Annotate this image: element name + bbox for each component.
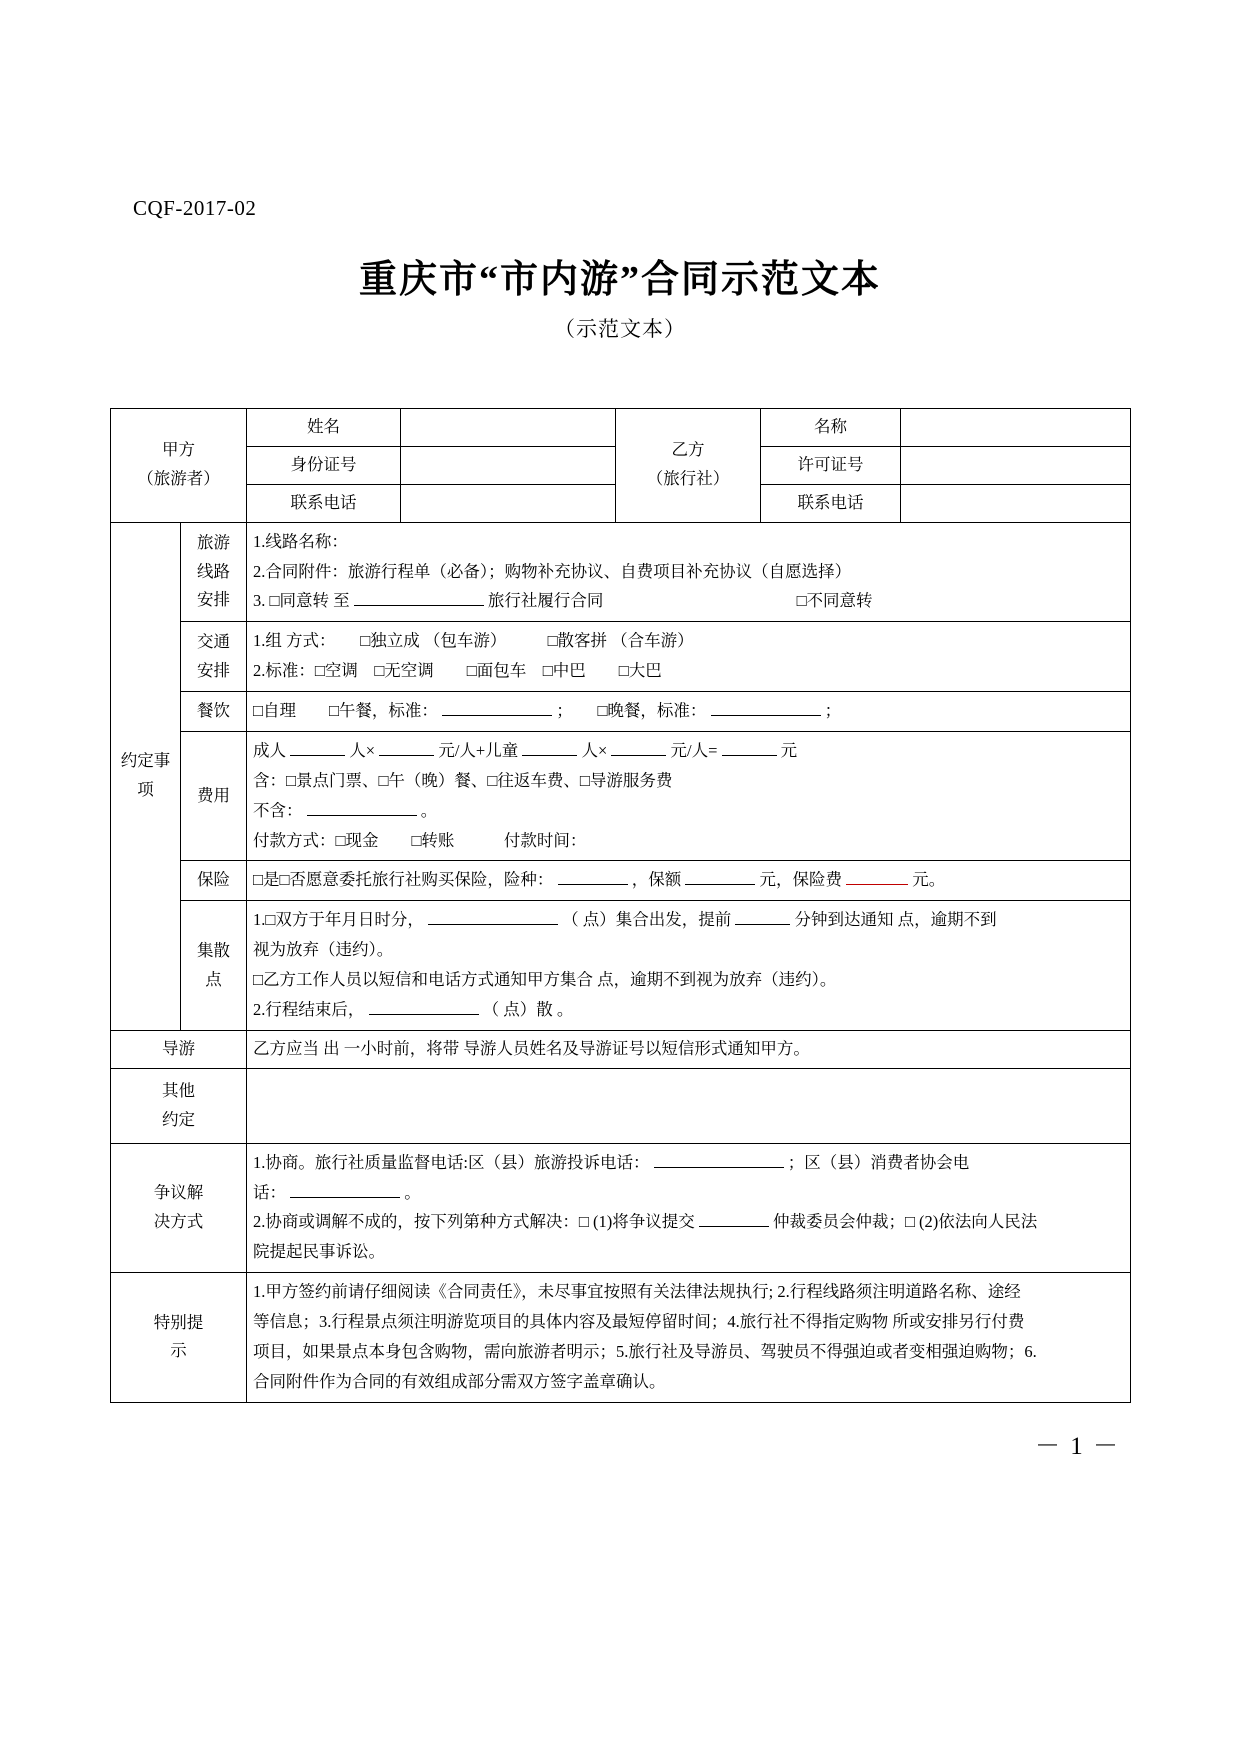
table-row — [111, 731, 1131, 861]
page-subtitle: （示范文本） — [554, 317, 686, 341]
row-label-meeting-line1: 集散 — [197, 940, 230, 960]
field-label-name-a: 姓名 — [247, 409, 401, 447]
fees-text-c: 元/人+儿童 — [438, 740, 519, 760]
row-label-transport — [181, 622, 247, 692]
page-number: － 1 － — [1034, 1433, 1120, 1460]
row-label-meals: 餐饮 — [181, 692, 247, 732]
row-label-notice-line2: 示 — [170, 1341, 187, 1361]
field-value-id-a[interactable] — [401, 446, 616, 484]
row-content-guide: 乙方应当 出 一小时前，将带 导游人员姓名及导游证号以短信形式通知甲方。 — [247, 1030, 1131, 1068]
row-content-meeting — [247, 901, 1131, 1031]
route-transfer-disagree-text[interactable]: □不同意转 — [796, 591, 873, 611]
page-title: 重庆市“市内游”合同示范文本 — [358, 259, 881, 301]
row-content-transport — [247, 622, 1131, 692]
agreed-items-label — [111, 522, 181, 1030]
meeting-text-b: （ 点）集合出发，提前 — [562, 910, 732, 930]
field-label-id-a: 身份证号 — [247, 446, 401, 484]
transport-line-1[interactable]: 1.组 方式： □独立成 （包车游） □散客拼 （合车游） — [253, 631, 694, 651]
row-label-route-line2: 线路 — [197, 561, 230, 581]
meals-line-1 — [253, 697, 1124, 726]
row-label-route-line3: 安排 — [197, 590, 230, 610]
meals-text-a[interactable]: □自理 □午餐，标准： — [253, 701, 438, 720]
fees-text-f: 元 — [780, 740, 798, 760]
table-row — [111, 1273, 1131, 1403]
table-row — [111, 692, 1131, 732]
row-label-guide: 导游 — [111, 1030, 247, 1068]
meals-text-b[interactable]: ； □晚餐，标准： — [556, 701, 707, 720]
fees-exclude-label: 不含： — [253, 800, 303, 820]
meals-text-c: ； — [824, 701, 842, 720]
party-b-label — [616, 409, 761, 523]
dispute-text-c: 话： — [253, 1182, 286, 1202]
fees-exclude-blank[interactable] — [307, 815, 417, 816]
row-label-transport-line2: 安排 — [197, 660, 230, 680]
fees-text-d: 人× — [581, 740, 608, 760]
row-label-other-line1: 其他 — [162, 1080, 195, 1100]
row-label-transport-line1: 交通 — [197, 631, 230, 651]
row-label-dispute-line1: 争议解 — [153, 1183, 204, 1202]
table-row — [111, 1030, 1131, 1068]
party-b-label-line1: 乙方 — [671, 440, 705, 460]
dispute-text-a: 1.协商。旅行社质量监督电话:区（县）旅游投诉电话： — [253, 1152, 650, 1172]
row-label-meeting-line2: 点 — [205, 969, 222, 989]
field-value-license-b[interactable] — [901, 446, 1131, 484]
insurance-text-a[interactable]: □是□否愿意委托旅行社购买保险，险种： — [253, 870, 554, 890]
row-content-dispute — [247, 1143, 1131, 1273]
fees-line-1 — [253, 737, 1124, 766]
field-label-phone-a: 联系电话 — [247, 484, 401, 522]
meeting-line-4 — [253, 996, 1124, 1025]
row-label-route — [181, 522, 247, 622]
row-label-dispute — [111, 1143, 247, 1273]
field-value-name-b[interactable] — [901, 409, 1131, 447]
row-content-insurance — [247, 861, 1131, 901]
row-label-other-line2: 约定 — [162, 1109, 195, 1129]
route-line-1: 1.线路名称： — [253, 531, 348, 551]
insurance-text-b: ，保额 — [631, 870, 682, 890]
dispute-text-d: 。 — [404, 1182, 421, 1202]
dispute-text-b: ；区（县）消费者协会电 — [787, 1152, 970, 1172]
party-a-label-line2: （旅游者） — [137, 469, 220, 489]
fees-line-2[interactable]: 含：□景点门票、□午（晚）餐、□往返车费、□导游服务费 — [253, 770, 673, 790]
row-label-notice-line1: 特别提 — [153, 1312, 204, 1332]
table-row — [111, 1068, 1131, 1143]
field-label-license-b: 许可证号 — [761, 446, 901, 484]
meeting-minutes-blank[interactable] — [735, 924, 790, 925]
meeting-line-2: 视为放弃（违约）。 — [253, 940, 394, 960]
insurance-text-c: 元，保险费 — [759, 870, 842, 890]
route-line-2: 2.合同附件：旅游行程单（必备）；购物补充协议、自费项目补充协议（自愿选择） — [253, 561, 852, 581]
transport-line-2[interactable]: 2.标准：□空调 □无空调 □面包车 □中巴 □大巴 — [253, 661, 662, 681]
fees-line-3 — [253, 797, 1124, 826]
adult-price-blank[interactable] — [379, 755, 434, 756]
dispute-line-2 — [253, 1179, 1124, 1208]
notice-line-1: 1.甲方签约前请仔细阅读《合同责任》，未尽事宜按照有关法律法规执行; 2.行程线路须注明道路名称、途经 — [253, 1282, 1021, 1302]
child-count-blank[interactable] — [522, 755, 577, 756]
lunch-standard-blank[interactable] — [442, 715, 552, 716]
field-value-name-a[interactable] — [401, 409, 616, 447]
tourism-complaint-phone-blank[interactable] — [654, 1167, 784, 1168]
meeting-end-place-blank[interactable] — [369, 1014, 479, 1015]
party-b-label-line2: （旅行社） — [646, 469, 730, 489]
document-code: CQF-2017-02 — [133, 196, 257, 220]
table-row — [111, 1143, 1131, 1273]
row-content-other[interactable] — [247, 1068, 1131, 1143]
row-label-meeting — [181, 901, 247, 1031]
dispute-text-e[interactable]: 2.协商或调解不成的，按下列第种方式解决：□ (1)将争议提交 — [253, 1212, 695, 1232]
row-label-fees: 费用 — [181, 731, 247, 861]
row-content-route — [247, 522, 1131, 622]
fees-text-b: 人× — [349, 740, 376, 760]
consumer-association-phone-blank[interactable] — [290, 1197, 400, 1198]
notice-line-4: 合同附件作为合同的有效组成部分需双方签字盖章确认。 — [253, 1371, 666, 1391]
row-content-fees — [247, 731, 1131, 861]
notice-line-3: 项目，如果景点本身包含购物，需向旅游者明示；5.旅行社及导游员、驾驶员不得强迫或者变相强迫购物；6. — [253, 1341, 1037, 1361]
table-row — [111, 409, 1131, 447]
fees-total-blank[interactable] — [722, 755, 777, 756]
arbitration-committee-blank[interactable] — [699, 1226, 769, 1227]
party-a-label — [111, 409, 247, 523]
route-line-3 — [253, 587, 1124, 616]
field-label-phone-b: 联系电话 — [761, 484, 901, 522]
dispute-text-f[interactable]: 仲裁委员会仲裁；□ (2)依法向人民法 — [772, 1212, 1038, 1232]
dispute-line-4: 院提起民事诉讼。 — [253, 1242, 385, 1262]
route-transfer-agency-blank[interactable] — [354, 605, 484, 606]
adult-count-blank[interactable] — [290, 755, 345, 756]
row-label-dispute-line2: 决方式 — [153, 1211, 204, 1231]
meeting-text-a[interactable]: 1.□双方于年月日时分， — [253, 910, 424, 930]
meeting-place-blank[interactable] — [428, 924, 558, 925]
insurance-amount-blank[interactable] — [685, 884, 755, 885]
row-label-route-line1: 旅游 — [197, 532, 230, 552]
dispute-line-1 — [253, 1149, 1124, 1178]
route-transfer-suffix: 旅行社履行合同 — [487, 591, 604, 611]
row-content-notice — [247, 1273, 1131, 1403]
meeting-end-text-b: （ 点）散 。 — [482, 999, 574, 1019]
row-label-insurance: 保险 — [181, 861, 247, 901]
table-row — [111, 622, 1131, 692]
agreed-items-label-text: 约定事项 — [120, 751, 171, 800]
dinner-standard-blank[interactable] — [711, 715, 821, 716]
insurance-line-1 — [253, 866, 1124, 895]
table-row — [111, 901, 1131, 1031]
insurance-type-blank[interactable] — [558, 884, 628, 885]
party-a-label-line1: 甲方 — [162, 440, 195, 460]
table-row — [111, 522, 1131, 622]
child-price-blank[interactable] — [611, 755, 666, 756]
field-value-phone-b[interactable] — [901, 484, 1131, 522]
insurance-text-d: 元。 — [912, 870, 946, 890]
meeting-text-c: 分钟到达通知 点，逾期不到 — [794, 910, 997, 930]
fees-line-4[interactable]: 付款方式：□现金 □转账 付款时间： — [253, 830, 587, 850]
field-value-phone-a[interactable] — [401, 484, 616, 522]
row-content-meals — [247, 692, 1131, 732]
route-transfer-agree-text: 3. □同意转 至 — [253, 591, 350, 611]
table-row — [111, 861, 1131, 901]
fees-text-e: 元/人= — [670, 740, 718, 760]
fees-adult-label: 成人 — [253, 740, 286, 760]
row-label-notice — [111, 1273, 247, 1403]
field-label-name-b: 名称 — [761, 409, 901, 447]
meeting-end-text-a: 2.行程结束后， — [253, 999, 365, 1019]
meeting-line-1 — [253, 906, 1124, 935]
row-label-other — [111, 1068, 247, 1143]
contract-table — [110, 408, 1131, 1403]
notice-line-2: 等信息；3.行程景点须注明游览项目的具体内容及最短停留时间；4.旅行社不得指定购物 所或安排另行付费 — [253, 1312, 1025, 1331]
dispute-line-3 — [253, 1208, 1124, 1237]
insurance-premium-blank[interactable] — [846, 884, 908, 885]
meeting-line-3[interactable]: □乙方工作人员以短信和电话方式通知甲方集合 点，逾期不到视为放弃（违约）。 — [253, 970, 837, 989]
fees-exclude-end: 。 — [420, 800, 438, 820]
